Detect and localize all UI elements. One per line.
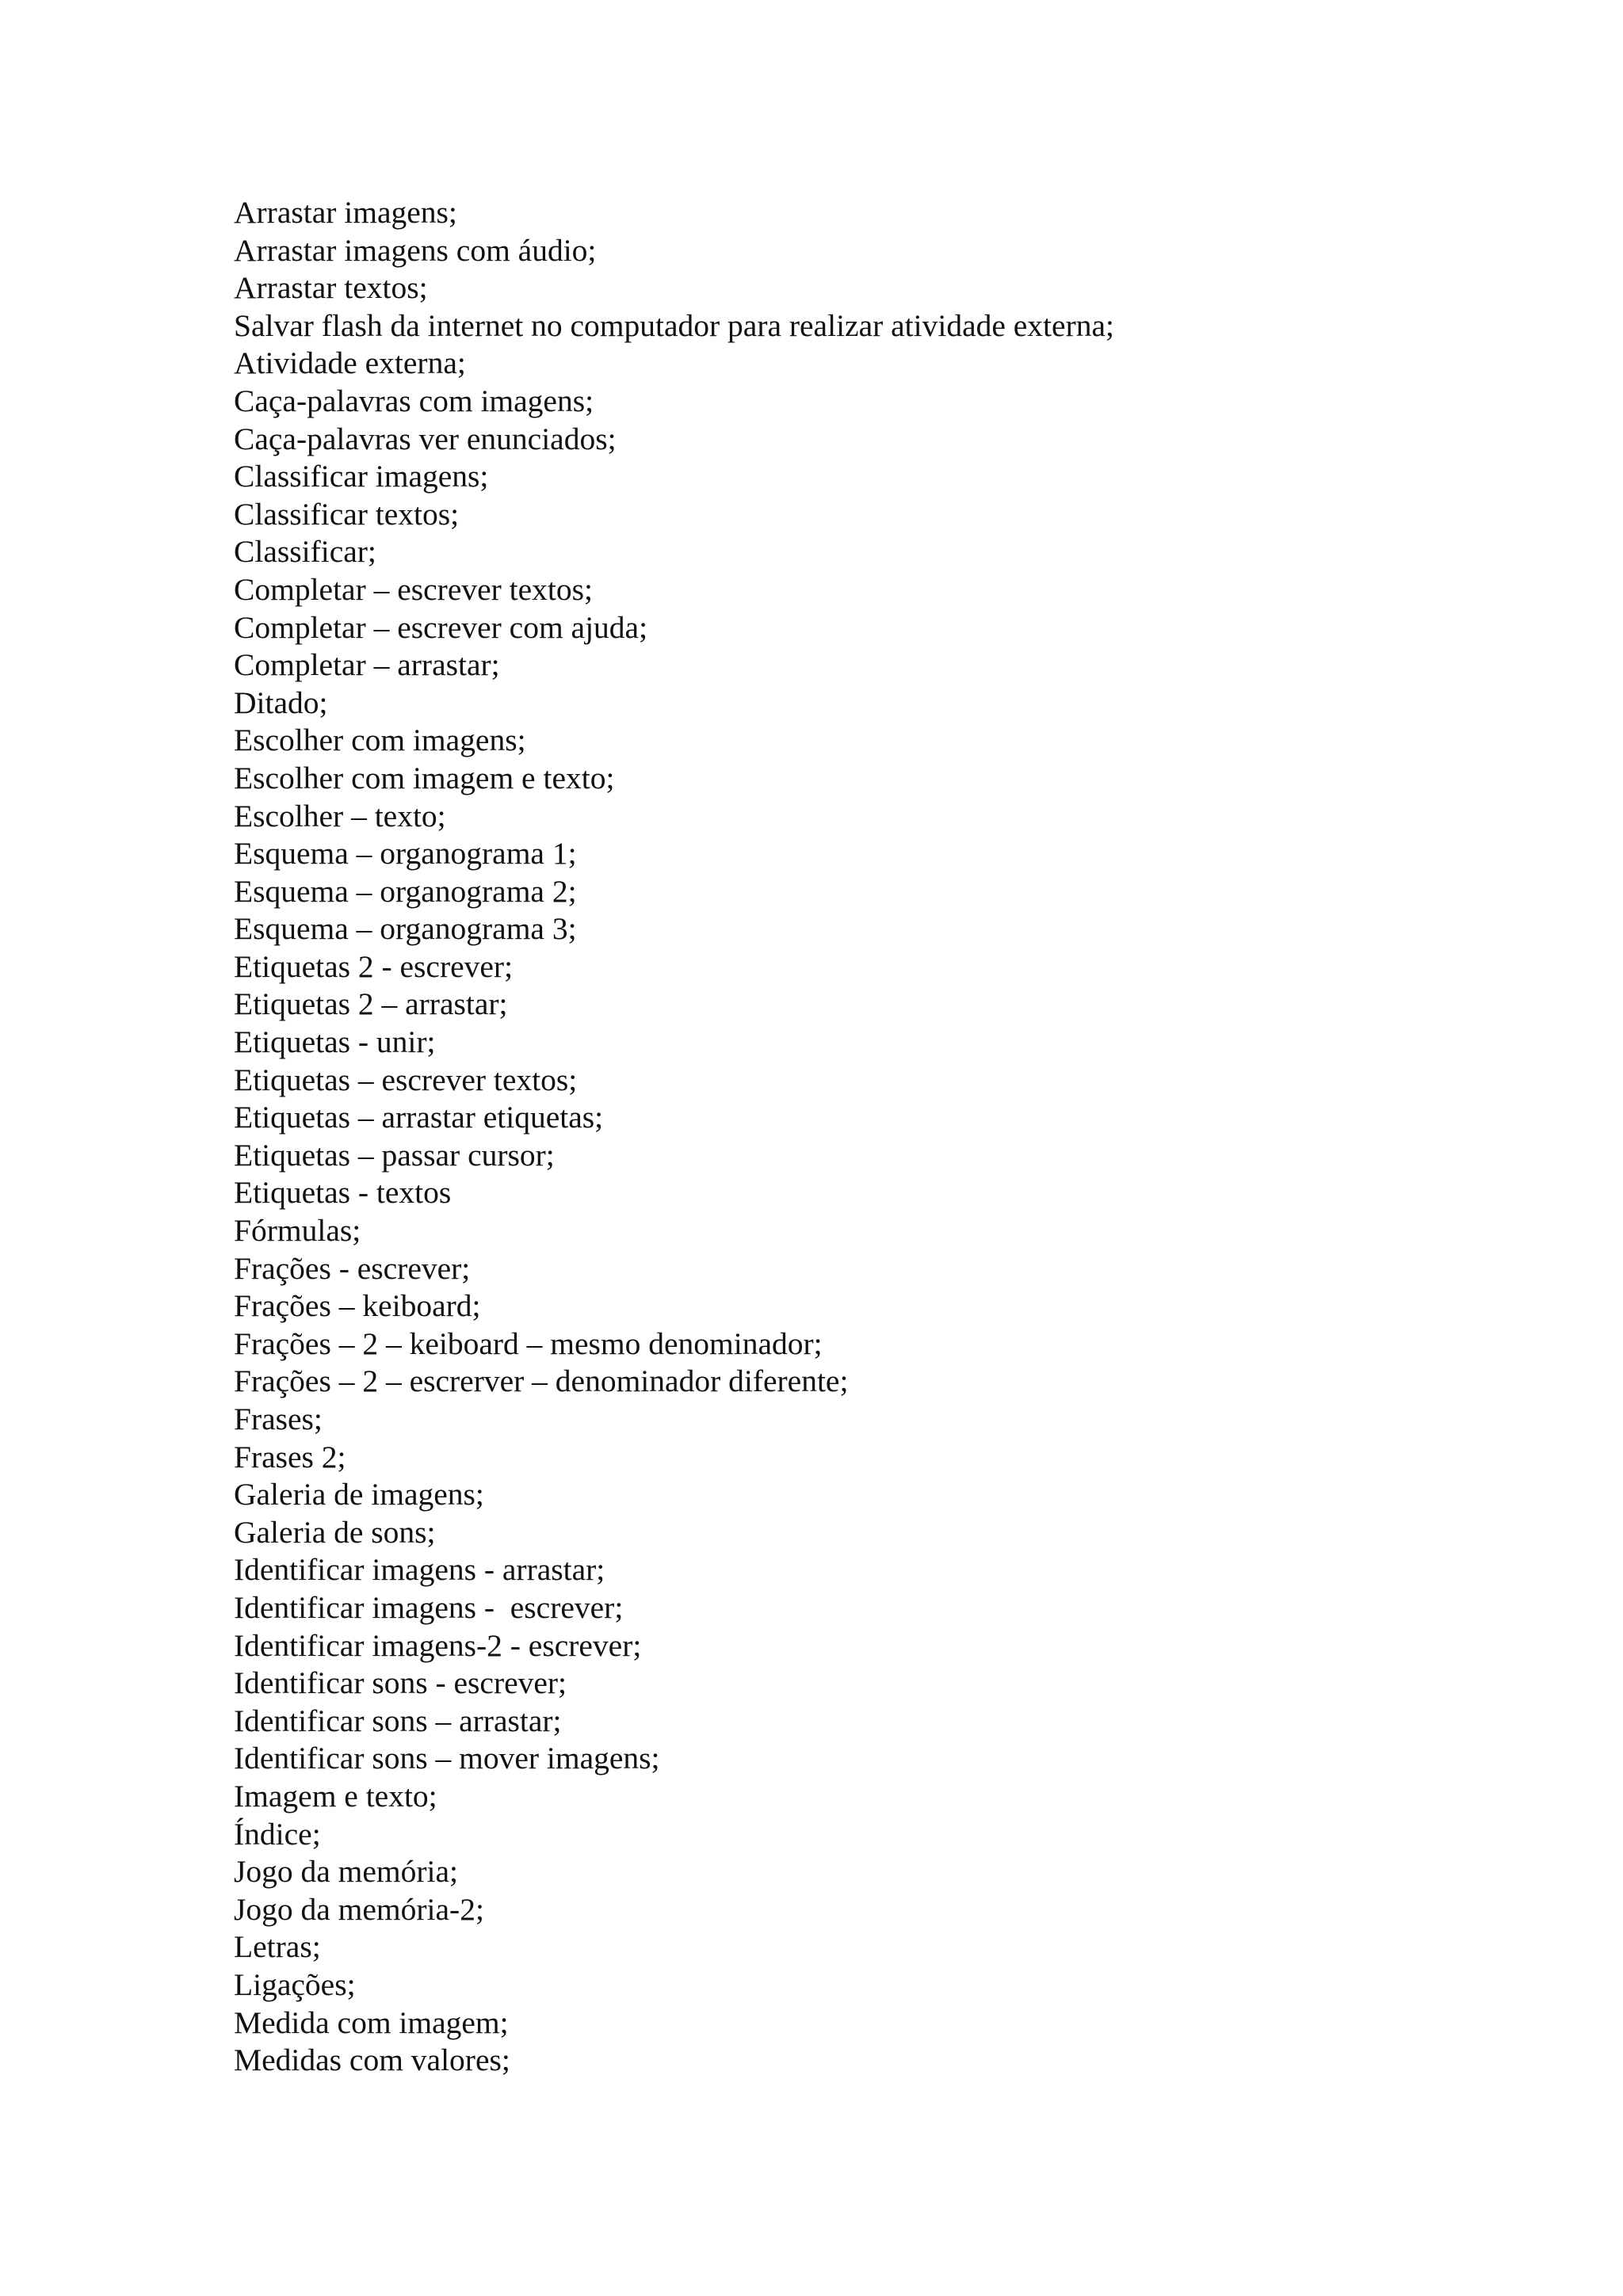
list-item: Identificar sons - escrever; <box>234 1665 567 1701</box>
list-item: Identificar sons – mover imagens; <box>234 1741 660 1776</box>
list-item: Esquema – organograma 2; <box>234 873 577 909</box>
list-item: Salvar flash da internet no computador para realizar atividade externa; <box>234 307 1114 343</box>
list-item: Identificar imagens - escrever; <box>234 1589 624 1625</box>
list-item: Completar – arrastar; <box>234 647 500 683</box>
list-item: Escolher com imagens; <box>234 723 526 758</box>
list-item: Medidas com valores; <box>234 2042 510 2078</box>
list-item: Frases; <box>234 1402 323 1436</box>
list-item: Galeria de sons; <box>234 1514 436 1550</box>
list-item: Ditado; <box>234 685 328 720</box>
list-item: Escolher com imagem e texto; <box>234 760 615 795</box>
list-item: Frases 2; <box>234 1439 346 1474</box>
list-item: Identificar imagens-2 - escrever; <box>234 1627 642 1663</box>
list-item: Frações – keiboard; <box>234 1288 481 1324</box>
list-item: Etiquetas – escrever textos; <box>234 1062 578 1097</box>
list-item: Caça-palavras ver enunciados; <box>234 421 617 456</box>
list-item: Arrastar imagens com áudio; <box>234 232 597 268</box>
list-item: Etiquetas – arrastar etiquetas; <box>234 1100 604 1135</box>
list-item: Frações – 2 – keiboard – mesmo denominador; <box>234 1325 823 1361</box>
list-item: Imagem e texto; <box>234 1778 437 1814</box>
list-item: Etiquetas - unir; <box>234 1024 436 1060</box>
list-item: Classificar textos; <box>234 496 460 532</box>
list-item: Índice; <box>234 1816 321 1852</box>
activity-list <box>234 194 1114 2080</box>
list-item: Identificar imagens - arrastar; <box>234 1552 605 1588</box>
list-item: Arrastar imagens; <box>234 195 457 230</box>
list-item: Fórmulas; <box>234 1213 361 1249</box>
list-item: Medida com imagem; <box>234 2004 509 2040</box>
list-item: Atividade externa; <box>234 345 466 381</box>
list-item: Jogo da memória-2; <box>234 1891 484 1927</box>
list-item: Etiquetas – passar cursor; <box>234 1137 555 1173</box>
list-item: Galeria de imagens; <box>234 1477 484 1512</box>
list-item: Esquema – organograma 1; <box>234 836 577 871</box>
list-item: Etiquetas 2 – arrastar; <box>234 986 508 1022</box>
list-item: Caça-palavras com imagens; <box>234 383 594 418</box>
list-item: Completar – escrever textos; <box>234 571 593 607</box>
list-item: Etiquetas 2 - escrever; <box>234 948 514 984</box>
list-item: Identificar sons – arrastar; <box>234 1703 562 1738</box>
list-item: Frações – 2 – escrerver – denominador diferente; <box>234 1363 849 1399</box>
list-item: Frações - escrever; <box>234 1250 471 1286</box>
list-item: Classificar imagens; <box>234 459 489 494</box>
list-item: Letras; <box>234 1929 321 1965</box>
list-item: Etiquetas - textos <box>234 1175 452 1211</box>
list-item: Arrastar textos; <box>234 270 428 306</box>
list-item: Completar – escrever com ajuda; <box>234 609 648 645</box>
list-item: Escolher – texto; <box>234 798 446 833</box>
list-item: Classificar; <box>234 534 376 570</box>
list-item: Ligações; <box>234 1966 356 2002</box>
list-item: Jogo da memória; <box>234 1854 459 1890</box>
list-item: Esquema – organograma 3; <box>234 911 577 947</box>
